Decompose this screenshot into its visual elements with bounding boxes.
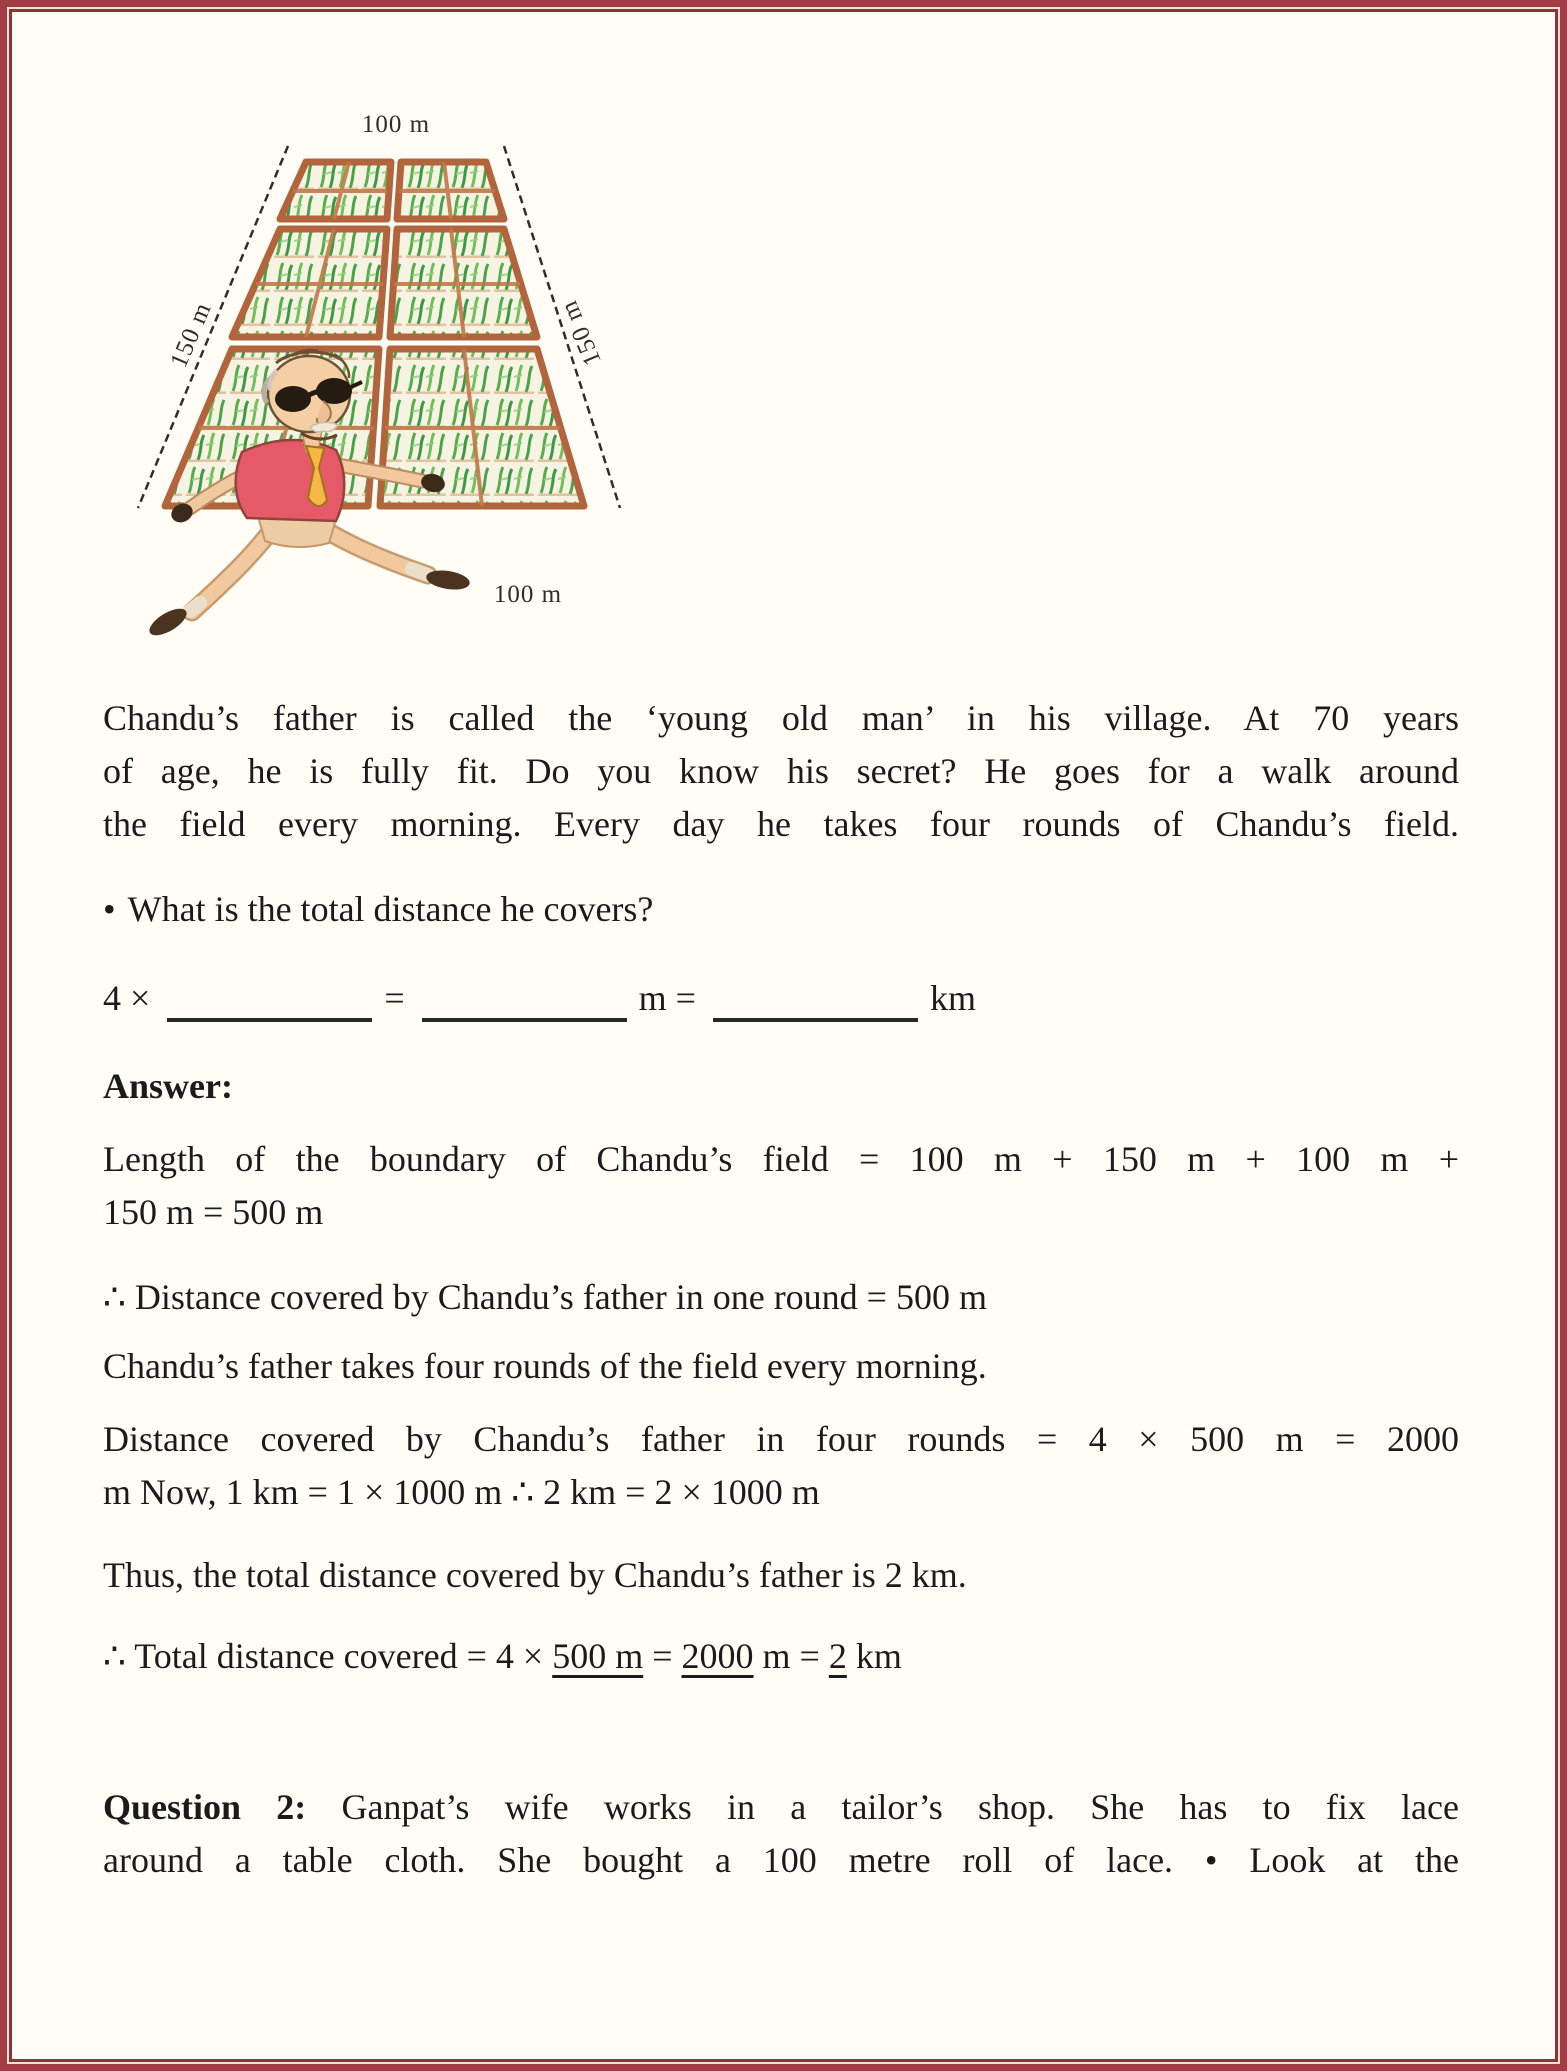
text-line: m Now, 1 km = 1 × 1000 m ∴ 2 km = 2 × 1000 m — [103, 1472, 820, 1512]
text-segment: = — [643, 1636, 682, 1676]
answer-blank-3 — [713, 1008, 918, 1022]
equation-equals: = — [384, 978, 405, 1018]
question-2-label: Question 2: — [103, 1787, 307, 1827]
text-line: 150 m = 500 m — [103, 1192, 324, 1232]
answer-step-2 — [103, 1271, 1459, 1324]
equation-lead: 4 × — [103, 978, 151, 1018]
label-bottom-100m: 100 m — [493, 581, 563, 608]
text-line: Length of the boundary of Chandu’s field = 100 m + 150 m + 100 m + — [103, 1139, 1459, 1179]
text-segment: ∴ Total distance covered = 4 × — [103, 1636, 553, 1676]
label-right-150m: 150 m — [555, 296, 607, 370]
text-line: ∴ Distance covered by Chandu’s father in one round = 500 m — [103, 1277, 987, 1317]
intro-paragraph — [103, 692, 1459, 851]
answer-blank-2 — [422, 1008, 627, 1022]
label-top-100m: 100 m — [361, 111, 431, 138]
bullet-marker: • — [103, 889, 116, 929]
text-line: Chandu’s father is called the ‘young old man’ in his village. At 70 years — [103, 698, 1459, 738]
fill-in-equation — [103, 968, 1459, 1028]
underlined-value: 2000 — [681, 1636, 754, 1676]
text-line: Distance covered by Chandu’s father in four rounds = 4 × 500 m = 2000 — [103, 1419, 1459, 1459]
answer-step-1 — [103, 1133, 1459, 1239]
question-2-text-line2: around a table cloth. She bought a 100 metre roll of lace. • Look at the — [103, 1840, 1459, 1880]
text-segment: m = — [753, 1636, 829, 1676]
equation-metres: m = — [638, 978, 696, 1018]
underlined-value: 2 — [828, 1636, 847, 1676]
text-line: Thus, the total distance covered by Chandu’s father is 2 km. — [103, 1555, 967, 1595]
underlined-value: 500 m — [552, 1636, 644, 1676]
text-line: Chandu’s father takes four rounds of the field every morning. — [103, 1346, 987, 1386]
equation-km: km — [929, 978, 976, 1018]
total-distance-line — [103, 1630, 1459, 1683]
text-segment: km — [846, 1636, 902, 1676]
text-line: the field every morning. Every day he takes four rounds of Chandu’s field. — [103, 804, 1459, 844]
answer-blank-1 — [167, 1008, 372, 1022]
label-left-150m: 150 m — [165, 298, 217, 372]
text-line: of age, he is fully fit. Do you know his secret? He goes for a walk around — [103, 751, 1459, 791]
answer-step-4 — [103, 1413, 1459, 1519]
question-2-text: Ganpat’s wife works in a tailor’s shop. She has to fix lace — [306, 1787, 1459, 1827]
bullet-question-text: What is the total distance he covers? — [127, 889, 654, 929]
answer-step-3 — [103, 1340, 1459, 1393]
page-content — [12, 12, 1555, 1887]
answer-label: Answer: — [103, 1066, 233, 1106]
question-2 — [103, 1781, 1459, 1887]
page — [9, 9, 1558, 2062]
bullet-question — [103, 883, 1459, 936]
answer-step-5 — [103, 1549, 1459, 1602]
